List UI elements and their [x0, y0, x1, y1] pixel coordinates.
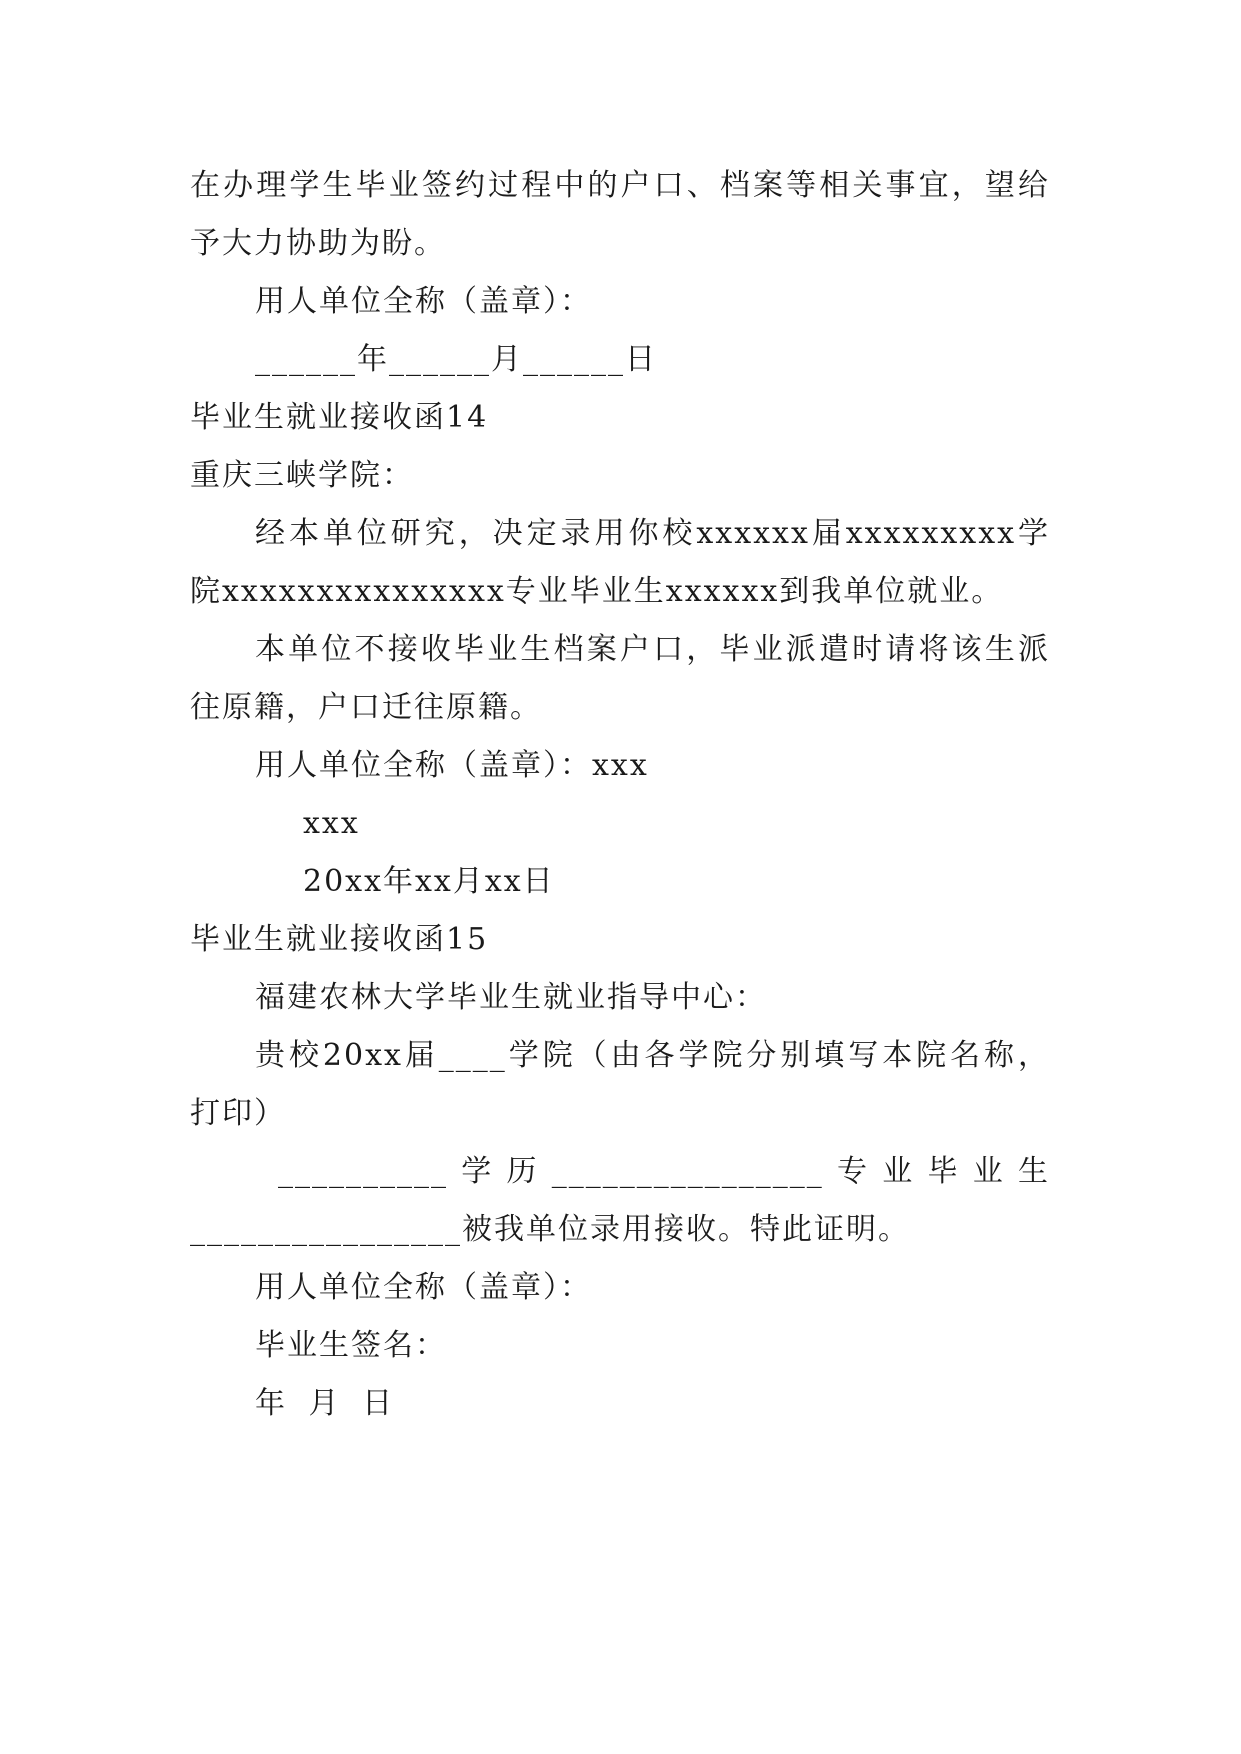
signature-unit-label: 用人单位全称（盖章）：xxx [255, 748, 649, 783]
paragraph-line: __________学历________________专业毕业生 [278, 1154, 1050, 1189]
signature-unit-label: 用人单位全称（盖章）： [255, 1270, 592, 1305]
paragraph-line: 经本单位研究，决定录用你校xxxxxx届xxxxxxxxx学 [255, 516, 1050, 551]
paragraph-line: 往原籍，户口迁往原籍。 [190, 690, 542, 725]
section-heading: 毕业生就业接收函15 [190, 922, 489, 957]
paragraph-line: 打印） [190, 1096, 286, 1131]
paragraph-line: 贵校20xx届____学院（由各学院分别填写本院名称， [255, 1038, 1050, 1073]
paragraph-line: 予大力协助为盼。 [190, 226, 446, 261]
section-heading: 毕业生就业接收函14 [190, 400, 489, 435]
paragraph-line: ________________被我单位录用接收。特此证明。 [190, 1212, 910, 1247]
paragraph-line: 本单位不接收毕业生档案户口，毕业派遣时请将该生派 [255, 632, 1050, 667]
signature-name: xxx [303, 806, 360, 841]
date-line: ______年______月______日 [255, 342, 657, 377]
recipient-line: 重庆三峡学院： [190, 458, 414, 493]
signature-unit-label: 用人单位全称（盖章）： [255, 284, 592, 319]
date-line: 年 月 日 [255, 1386, 395, 1421]
date-line: 20xx年xx月xx日 [303, 864, 555, 899]
paragraph-line: 在办理学生毕业签约过程中的户口、档案等相关事宜，望给 [190, 168, 1050, 203]
paragraph-line: 院xxxxxxxxxxxxxxx专业毕业生xxxxxx到我单位就业。 [190, 574, 1004, 609]
graduate-signature-label: 毕业生签名： [255, 1328, 447, 1363]
recipient-line: 福建农林大学毕业生就业指导中心： [255, 980, 767, 1015]
